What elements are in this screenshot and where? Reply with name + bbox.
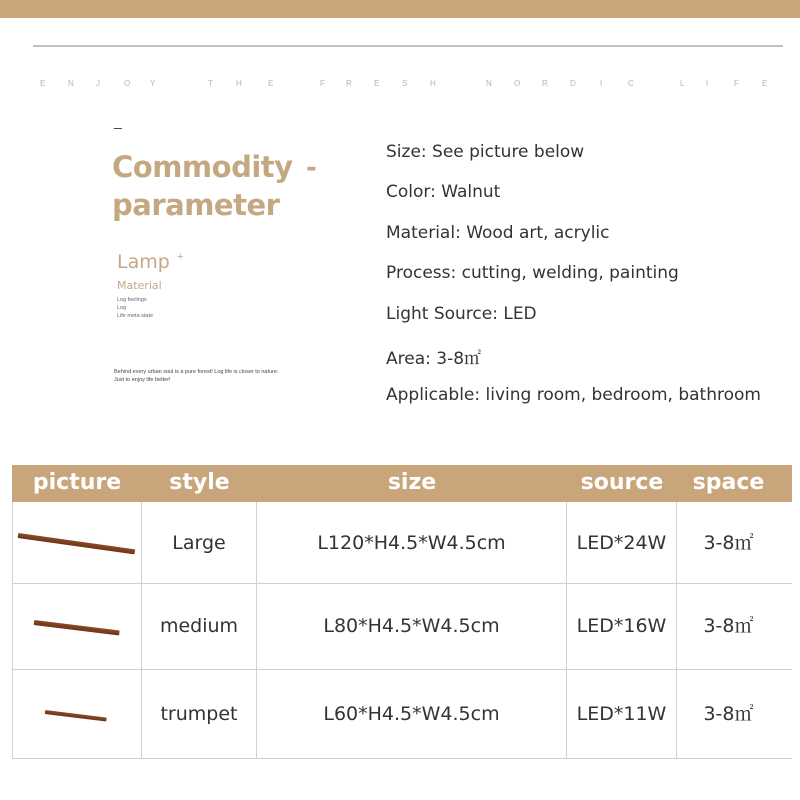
size-cell: L120*H4.5*W4.5cm	[257, 502, 567, 584]
small-list-item: Log feelings	[117, 297, 147, 303]
space-cell: 3-8㎡	[703, 703, 754, 725]
tagline-letter: N	[68, 79, 74, 88]
style-cell: trumpet	[142, 670, 257, 758]
picture-cell	[12, 502, 142, 584]
tagline-letter: E	[40, 79, 46, 88]
header-size: size	[387, 470, 437, 495]
table-header	[12, 465, 792, 502]
style-cell: Large	[142, 502, 257, 584]
spec-area: Area: 3-8㎡	[386, 349, 482, 369]
header-style: style	[169, 470, 230, 495]
small-list-item: Log	[117, 305, 127, 311]
spec-color: Color: Walnut	[386, 182, 501, 202]
title-dash: -	[306, 153, 317, 183]
tagline-letter: E	[374, 79, 380, 88]
table-bottom-border	[12, 758, 792, 759]
tagline-letter: H	[430, 79, 436, 88]
picture-cell	[12, 670, 142, 758]
walnut-linear-lamp-icon	[45, 710, 107, 722]
source-cell: LED*16W	[567, 584, 677, 669]
title-line-2: parameter	[112, 188, 280, 222]
tagline-letter: R	[542, 79, 548, 88]
tagline-letter: O	[124, 79, 131, 88]
spec-light-source: Light Source: LED	[386, 304, 537, 324]
title-line-1: Commodity	[112, 150, 293, 184]
table-row	[12, 502, 792, 584]
table-left-border	[12, 502, 13, 759]
space-cell: 3-8㎡	[703, 532, 754, 554]
tagline-letter: C	[628, 79, 634, 88]
size-cell: L80*H4.5*W4.5cm	[257, 584, 567, 669]
walnut-linear-lamp-icon	[34, 620, 120, 635]
tagline-letter: O	[514, 79, 521, 88]
small-list	[117, 296, 153, 320]
spec-process: Process: cutting, welding, painting	[386, 263, 679, 283]
lamp-material-label: Material	[117, 279, 162, 292]
space-cell: 3-8㎡	[703, 615, 754, 637]
tagline-letter: T	[208, 79, 213, 88]
top-divider	[33, 45, 783, 47]
spec-applicable: Applicable: living room, bedroom, bathroom	[386, 385, 761, 405]
tagline-letter: L	[680, 79, 685, 88]
style-cell: medium	[142, 584, 257, 669]
walnut-linear-lamp-icon	[18, 533, 136, 554]
blurb-line: Just to enjoy life better!	[114, 377, 171, 383]
spec-material: Material: Wood art, acrylic	[386, 223, 610, 243]
blurb	[114, 368, 329, 384]
table-row	[12, 584, 792, 669]
tagline-letter: F	[320, 79, 325, 88]
lamp-plus: +	[177, 251, 184, 263]
tagline-letter: D	[570, 79, 576, 88]
tagline-letter: S	[402, 79, 408, 88]
lamp-word: Lamp	[117, 251, 170, 273]
dash-mark: _	[114, 113, 122, 129]
tagline-letter: Y	[150, 79, 156, 88]
spec-size: Size: See picture below	[386, 142, 585, 162]
tagline-letter: I	[706, 79, 709, 88]
tagline-letter: H	[236, 79, 242, 88]
tagline-letter: E	[268, 79, 274, 88]
small-list-item: Life meta state	[117, 313, 154, 319]
tagline-letter: F	[734, 79, 739, 88]
tagline-letter: R	[346, 79, 352, 88]
table-row	[12, 670, 792, 758]
tagline-letter: J	[96, 79, 100, 88]
tagline	[40, 79, 780, 91]
header-picture: picture	[32, 470, 122, 495]
header-source: source	[580, 470, 664, 495]
blurb-line: Behind every urban soul is a pure forest! Log life is closer to nature.	[114, 369, 279, 375]
size-cell: L60*H4.5*W4.5cm	[257, 670, 567, 758]
source-cell: LED*11W	[567, 670, 677, 758]
tagline-letter: E	[762, 79, 768, 88]
tagline-letter: N	[486, 79, 492, 88]
header-space: space	[692, 470, 765, 495]
top-accent-band	[0, 0, 800, 18]
picture-cell	[12, 584, 142, 669]
tagline-letter: I	[600, 79, 603, 88]
source-cell: LED*24W	[567, 502, 677, 584]
